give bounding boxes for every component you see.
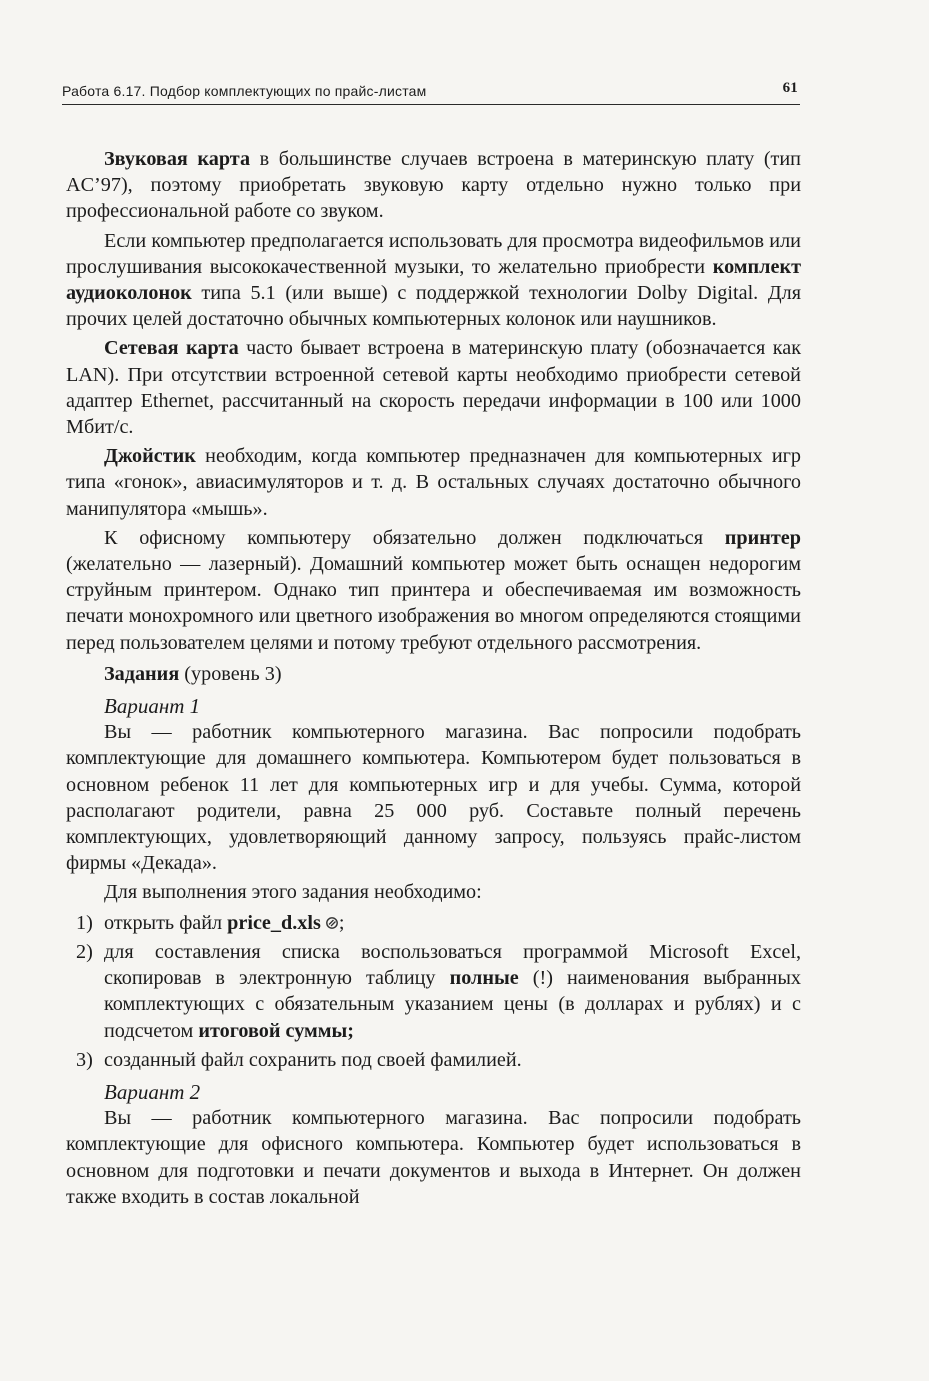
task-steps-list	[66, 910, 801, 1073]
list-item	[66, 1047, 801, 1073]
paragraph-text: часто бывает встроена в материнскую плату (обозначается как LAN). При отсутствии встроенной сетевой карты необходимо приобрести сетевой адаптер Ethernet, рассчитанный на скорость передачи информации в 100 или 1000 Мбит/с.	[66, 337, 801, 439]
paragraph-text: типа 5.1 (или выше) с поддержкой технологии Dolby Digital. Для прочих целей достаточно обычных компьютерных колонок или наушников.	[66, 282, 801, 331]
header-title: Работа 6.17. Подбор комплектующих по прайс-листам	[62, 83, 427, 99]
list-marker: 1)	[76, 911, 93, 934]
variant-1-title: Вариант 1	[104, 694, 201, 719]
paragraph-printer	[66, 525, 801, 656]
term-bold: Джойстик	[104, 445, 196, 468]
paragraph-text: К офисному компьютеру обязательно должен подключаться	[104, 526, 725, 549]
paragraph-speakers	[66, 228, 801, 333]
term-bold: итоговой суммы	[198, 1019, 348, 1042]
variant-1-text: Вы — работник компьютерного магазина. Вас попросили подобрать комплектующие для домашнего компьютера. Компьютером будет пользоваться в основном ребенок 11 лет для компьютерных игр и для учебы. Сумма, которой располагают родители, равна 25 000 руб. Составьте полный перечень комплектующих, удовлетворяющий данному запросу, пользуясь прайс-листом фирмы «Декада».	[66, 721, 801, 875]
variant-2-text: Вы — работник компьютерного магазина. Вас попросили подобрать комплектующие для офисного компьютера. Компьютер будет использоваться в основном для подготовки и печати документов и выхода в Интернет. Он должен также входить в состав локальной	[66, 1107, 801, 1208]
file-name: price_d.xls	[227, 911, 321, 934]
list-item-text: ;	[338, 911, 345, 934]
term-bold: полные	[449, 967, 519, 990]
term-bold: принтер	[724, 526, 801, 549]
list-item-text: (!) наименования выбранных комплектующих с обязательным указанием цены (в долларах и рублях) и с подсчетом	[104, 967, 802, 1042]
paragraph-joystick	[66, 443, 801, 522]
list-item-text: созданный файл сохранить под своей фамилией.	[104, 1048, 522, 1071]
paragraph-text: Если компьютер предполагается использовать для просмотра видеофильмов или прослушивания высококачественной музыки, то желательно приобрести	[66, 229, 801, 278]
term-bold: Звуковая карта	[104, 148, 251, 170]
term-bold: комплект аудиоколонок	[66, 255, 801, 305]
page-body	[66, 146, 801, 1213]
paragraph-text: в большинстве случаев встроена в материнскую плату (тип AC’97), поэтому приобретать звуковую карту отдельно нужно только при профессиональной работе со звуком.	[66, 148, 801, 223]
list-item-text: открыть файл	[104, 911, 228, 934]
paragraph-sound-card	[66, 146, 801, 225]
tasks-heading-bold: Задания	[104, 662, 180, 685]
term-bold: Сетевая карта	[104, 337, 239, 360]
variant-1-intro: Для выполнения этого задания необходимо:	[104, 881, 482, 904]
list-item	[66, 910, 801, 936]
paragraph-text: (желательно — лазерный). Домашний компьютер может быть оснащен недорогим струйным принтером. Однако тип принтера и обеспечиваемая им возможность печати монохромного или цветного изображения во многом определяются стоящими перед пользователем целями и потому требуют отдельного рассмотрения.	[66, 553, 801, 654]
variant-2-title: Вариант 2	[104, 1079, 201, 1104]
running-header	[62, 80, 800, 105]
paragraph-network-card	[66, 335, 801, 440]
list-marker: 2)	[76, 940, 93, 963]
list-item-text: ;	[347, 1019, 355, 1042]
page-number: 61	[782, 80, 798, 96]
tasks-heading-level: (уровень 3)	[179, 662, 282, 685]
list-item-text: для составления списка воспользоваться программой Microsoft Excel, скопировав в электронную таблицу	[104, 940, 801, 990]
tasks-heading	[66, 661, 801, 687]
list-item	[66, 939, 801, 1044]
paragraph-text: необходим, когда компьютер предназначен для компьютерных игр типа «гонок», авиасимуляторов и т. д. В остальных случаях достаточно обычного манипулятора «мышь».	[66, 445, 801, 520]
list-marker: 3)	[76, 1048, 93, 1071]
attached-file-icon	[325, 916, 339, 930]
